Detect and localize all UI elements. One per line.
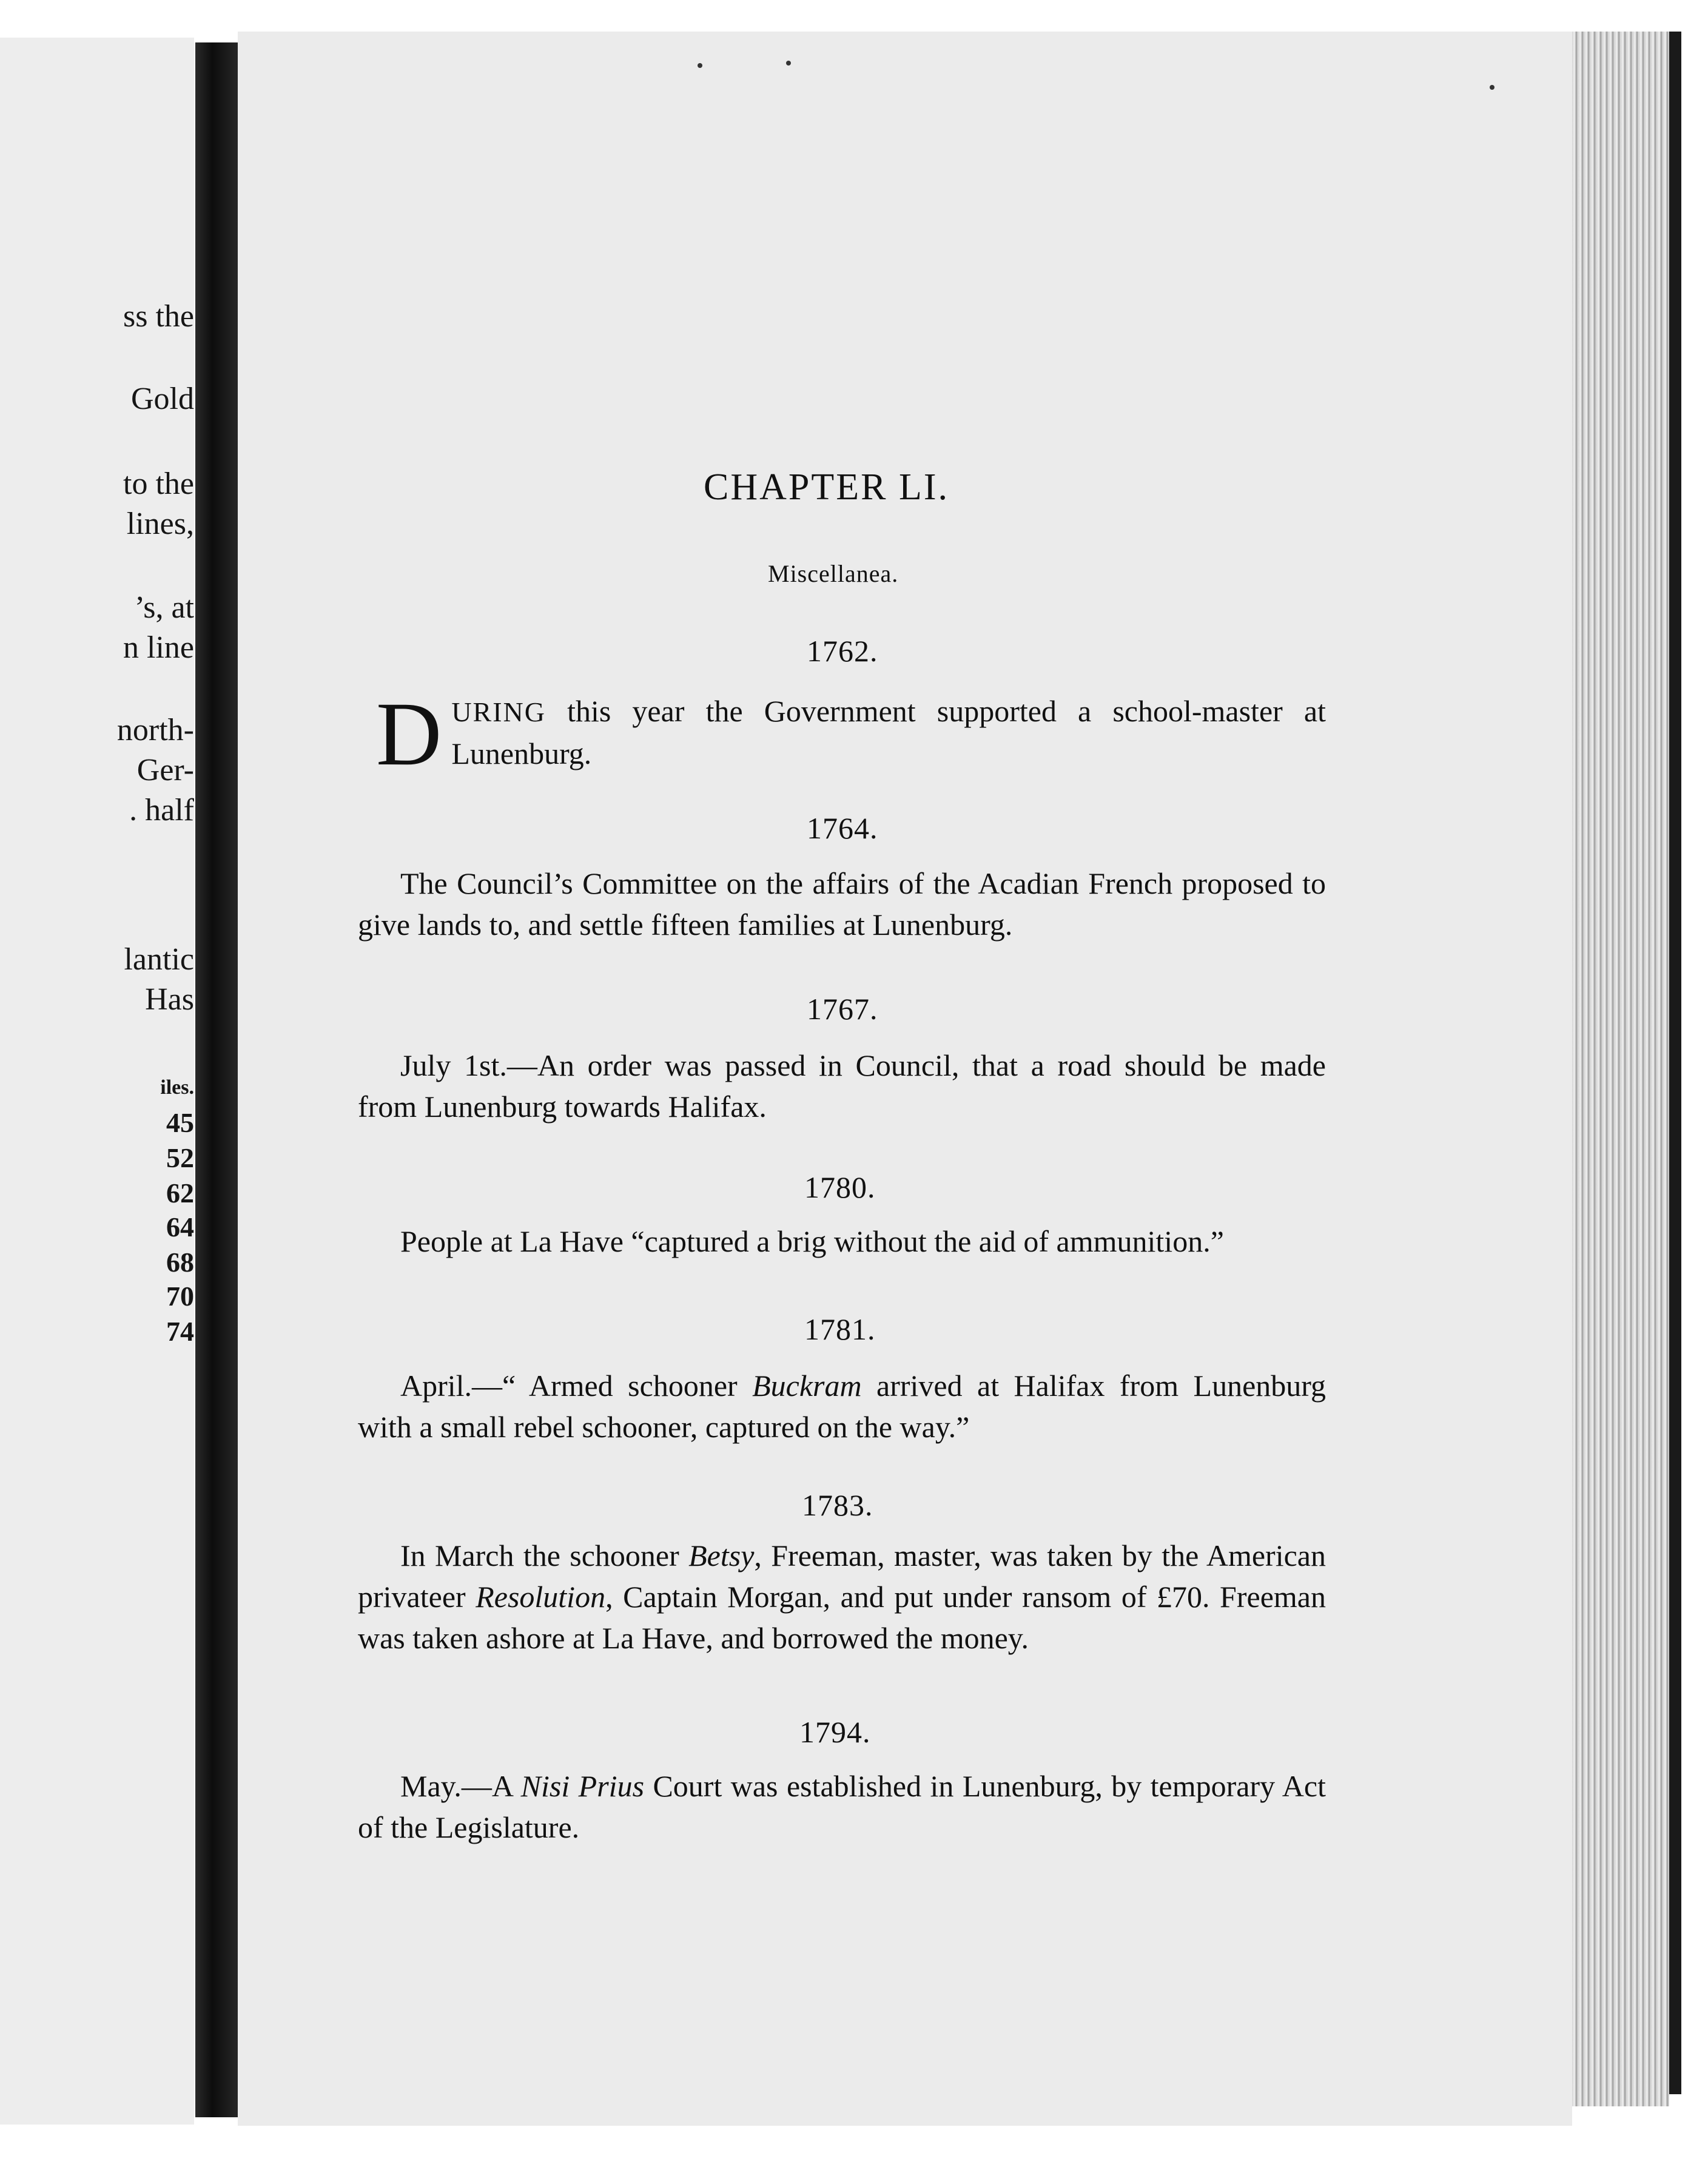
left-text-line: to the [123,467,194,501]
court-name: Nisi Prius [520,1769,645,1803]
entry-paragraph [358,1221,1326,1262]
entry-paragraph [358,1765,1326,1848]
mileage-number: 64 [166,1212,194,1242]
left-text-line: ’s, at [134,590,194,625]
entry-paragraph [358,1365,1326,1448]
entry-text: this year the Government supported a school-master at Lunenburg. [451,694,1326,770]
small-caps-word: URING [451,696,546,727]
ship-name: Buckram [752,1369,862,1403]
chapter-subtitle: Miscellanea. [768,560,899,587]
entry-paragraph [358,863,1326,945]
entry-paragraph [358,1535,1326,1659]
entry-text: , Captain Morgan, and put under ransom of £70. Freeman was taken ashore at La Have, and borrowed the money. [358,1580,1326,1655]
left-text-line: . half [129,793,194,827]
left-facing-page [0,38,194,2125]
year-heading: 1762. [807,634,878,668]
book-edge-shadow [1669,32,1681,2094]
entry-text: In March the schooner [400,1539,689,1572]
year-heading: 1783. [802,1488,873,1522]
mileage-number: 45 [166,1107,194,1138]
ship-name: Betsy [688,1539,755,1572]
entry-text: May.—A [400,1769,521,1803]
ship-name: Resolution [476,1580,606,1614]
entry-text: April.—“ Armed schooner [400,1369,753,1403]
year-heading: 1780. [804,1170,876,1204]
mileage-number: 62 [166,1178,194,1208]
left-text-line: Ger- [136,753,194,787]
mileage-number: 68 [166,1247,194,1278]
book-gutter [195,42,238,2117]
chapter-title: CHAPTER LI. [704,467,949,508]
drop-cap: D [376,684,442,784]
entry-text: People at La Have “captured a brig without the aid of ammunition.” [400,1224,1224,1258]
left-text-line: north- [116,713,194,747]
year-heading: 1794. [799,1715,871,1749]
entry-paragraph [358,1045,1326,1127]
entry-text: Court was established in Lunenburg, by temporary Act of the Legislature. [358,1769,1326,1844]
page-edges [1572,32,1669,2106]
year-heading: 1764. [807,811,878,845]
entry-text: The Council’s Committee on the affairs of the Acadian French proposed to give lands to, and settle fifteen families at Lunenburg. [358,866,1326,942]
miles-label: iles. [160,1076,194,1099]
entry-text: July 1st.—An order was passed in Council, that a road should be made from Lunenburg towards Halifax. [358,1048,1326,1124]
left-text-line: Gold [131,382,194,416]
entry-text: arrived at Halifax from Lunenburg with a small rebel schooner, captured on the way.” [358,1369,1326,1444]
speck [698,63,702,68]
speck [786,61,791,66]
left-text-line: lines, [126,507,194,541]
mileage-number: 52 [166,1142,194,1173]
left-text-line: Has [145,982,194,1017]
mileage-number: 74 [166,1316,194,1347]
entry-paragraph [358,684,1326,784]
left-text-line: ss the [123,299,194,334]
entry-text: , Freeman, master, was taken by the American privateer [358,1539,1326,1614]
left-text-line: lantic [124,942,194,977]
left-text-line: n line [123,630,194,665]
mileage-number: 70 [166,1281,194,1312]
speck [1490,85,1494,90]
year-heading: 1767. [807,992,878,1026]
year-heading: 1781. [804,1312,876,1346]
